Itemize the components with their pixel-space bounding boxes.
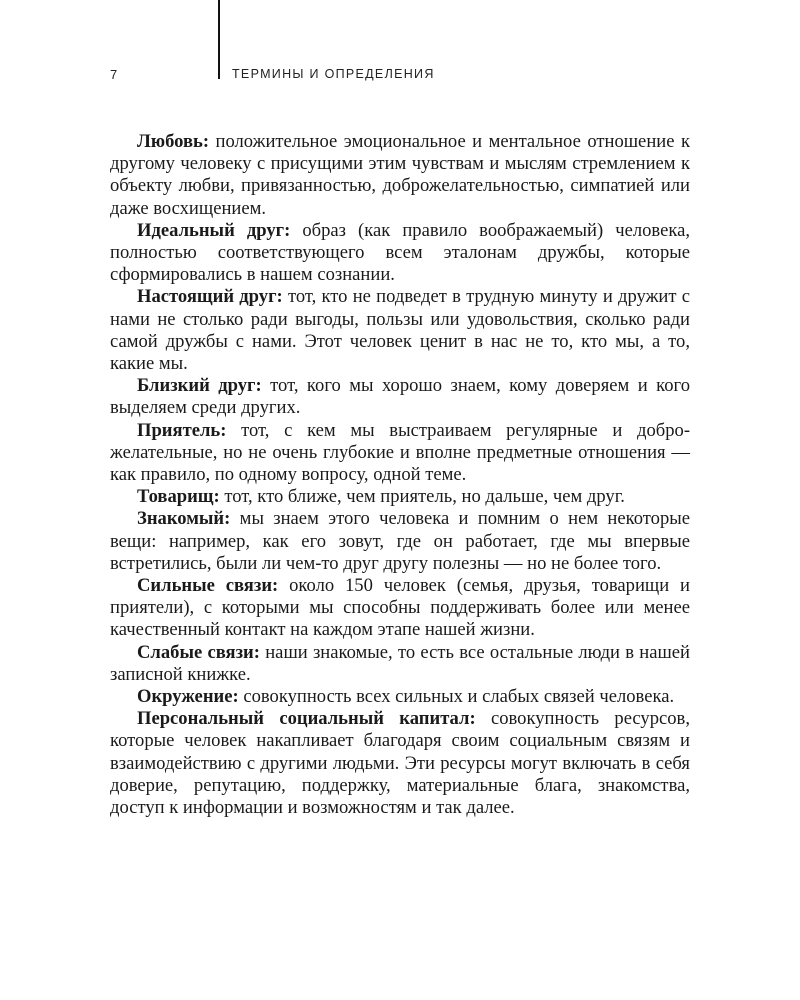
definition-social-capital: [110, 708, 690, 819]
definition-environment-text: совокупность всех сильных и слабых связей человека.: [243, 686, 675, 708]
definition-love-text: положительное эмоциональное и ментальное отношение к другому человеку с присущими этим чувствам и мыслям стремлением к объекту любви, привязанностью, доброжелательностью, симпатией или даже восхищением.: [110, 131, 690, 219]
definition-close-friend: [110, 375, 690, 419]
definition-ideal-friend-text: образ (как правило воображаемый) человека, полностью соответствующего всем эталонам дружбы, которые сформировались в нашем сознании.: [110, 219, 690, 286]
definition-close-friend-text: тот, кого мы хорошо знаем, кому доверяем и кого выделяем среди других.: [110, 375, 690, 419]
term-love: Любовь:: [137, 131, 210, 152]
definition-true-friend: [110, 286, 690, 375]
term-acquaintance: Знакомый:: [137, 508, 231, 530]
definition-acquaintance-text: мы знаем этого человека и помним о нем некоторые вещи: например, как его зовут, где он работает, где мы впервые встретились, были ли чем-то друг другу полезны — но не более того.: [110, 508, 690, 574]
definition-environment: [110, 686, 690, 708]
definition-pal: [110, 420, 690, 487]
definition-comrade-text: тот, кто ближе, чем приятель, но дальше, чем друг.: [224, 486, 625, 508]
term-close-friend: Близкий друг:: [137, 375, 262, 397]
term-pal: Приятель:: [137, 419, 227, 441]
term-strong-ties: Сильные связи:: [137, 575, 279, 597]
definition-true-friend-text: тот, кто не подведет в трудную минуту и дружит с нами не столько ради выгоды, пользы или удовольствия, сколько ради самой дружбы с нами. Этот человек ценит в нас не то, кто мы, а то, какие мы.: [110, 286, 690, 375]
page-number: 7: [110, 67, 118, 82]
term-social-capital: Персональный социальный капитал:: [137, 708, 476, 730]
term-true-friend: Настоящий друг:: [137, 286, 283, 308]
definition-weak-ties: [110, 642, 690, 686]
definition-ideal-friend: [110, 220, 690, 287]
definition-comrade: [110, 486, 690, 508]
term-ideal-friend: Идеальный друг:: [137, 219, 291, 241]
term-weak-ties: Слабые связи:: [137, 641, 260, 663]
definition-strong-ties: [110, 575, 690, 642]
definition-social-capital-text: совокупность ресурсов, которые человек накапливает благодаря своим социальным связям и взаимодействию с другими людьми. Эти ресурсы могут включать в себя доверие, репутацию, поддержку, материальные блага, знакомства, доступ к информации и возможностям и так далее.: [110, 708, 690, 819]
definitions-body: [110, 131, 690, 819]
running-head: ТЕРМИНЫ И ОПРЕДЕЛЕНИЯ: [232, 67, 435, 81]
definition-acquaintance: [110, 508, 690, 575]
definition-weak-ties-text: наши знакомые, то есть все остальные люди в нашей записной книжке.: [110, 641, 691, 685]
definition-strong-ties-text: около 150 человек (семья, друзья, товарищи и приятели), с которыми мы способны поддерживать более или менее качественный контакт на каждом этапе нашей жизни.: [110, 575, 690, 641]
header-vertical-rule: [218, 0, 220, 79]
term-comrade: Товарищ:: [137, 486, 220, 508]
term-environment: Окружение:: [137, 686, 239, 708]
definition-love: [110, 131, 690, 220]
definition-pal-text: тот, с кем мы выстраиваем регулярные и доброжелательные, но не очень глубокие и вполне предметные отношения — как правило, по одному вопросу, одной теме.: [110, 419, 691, 486]
